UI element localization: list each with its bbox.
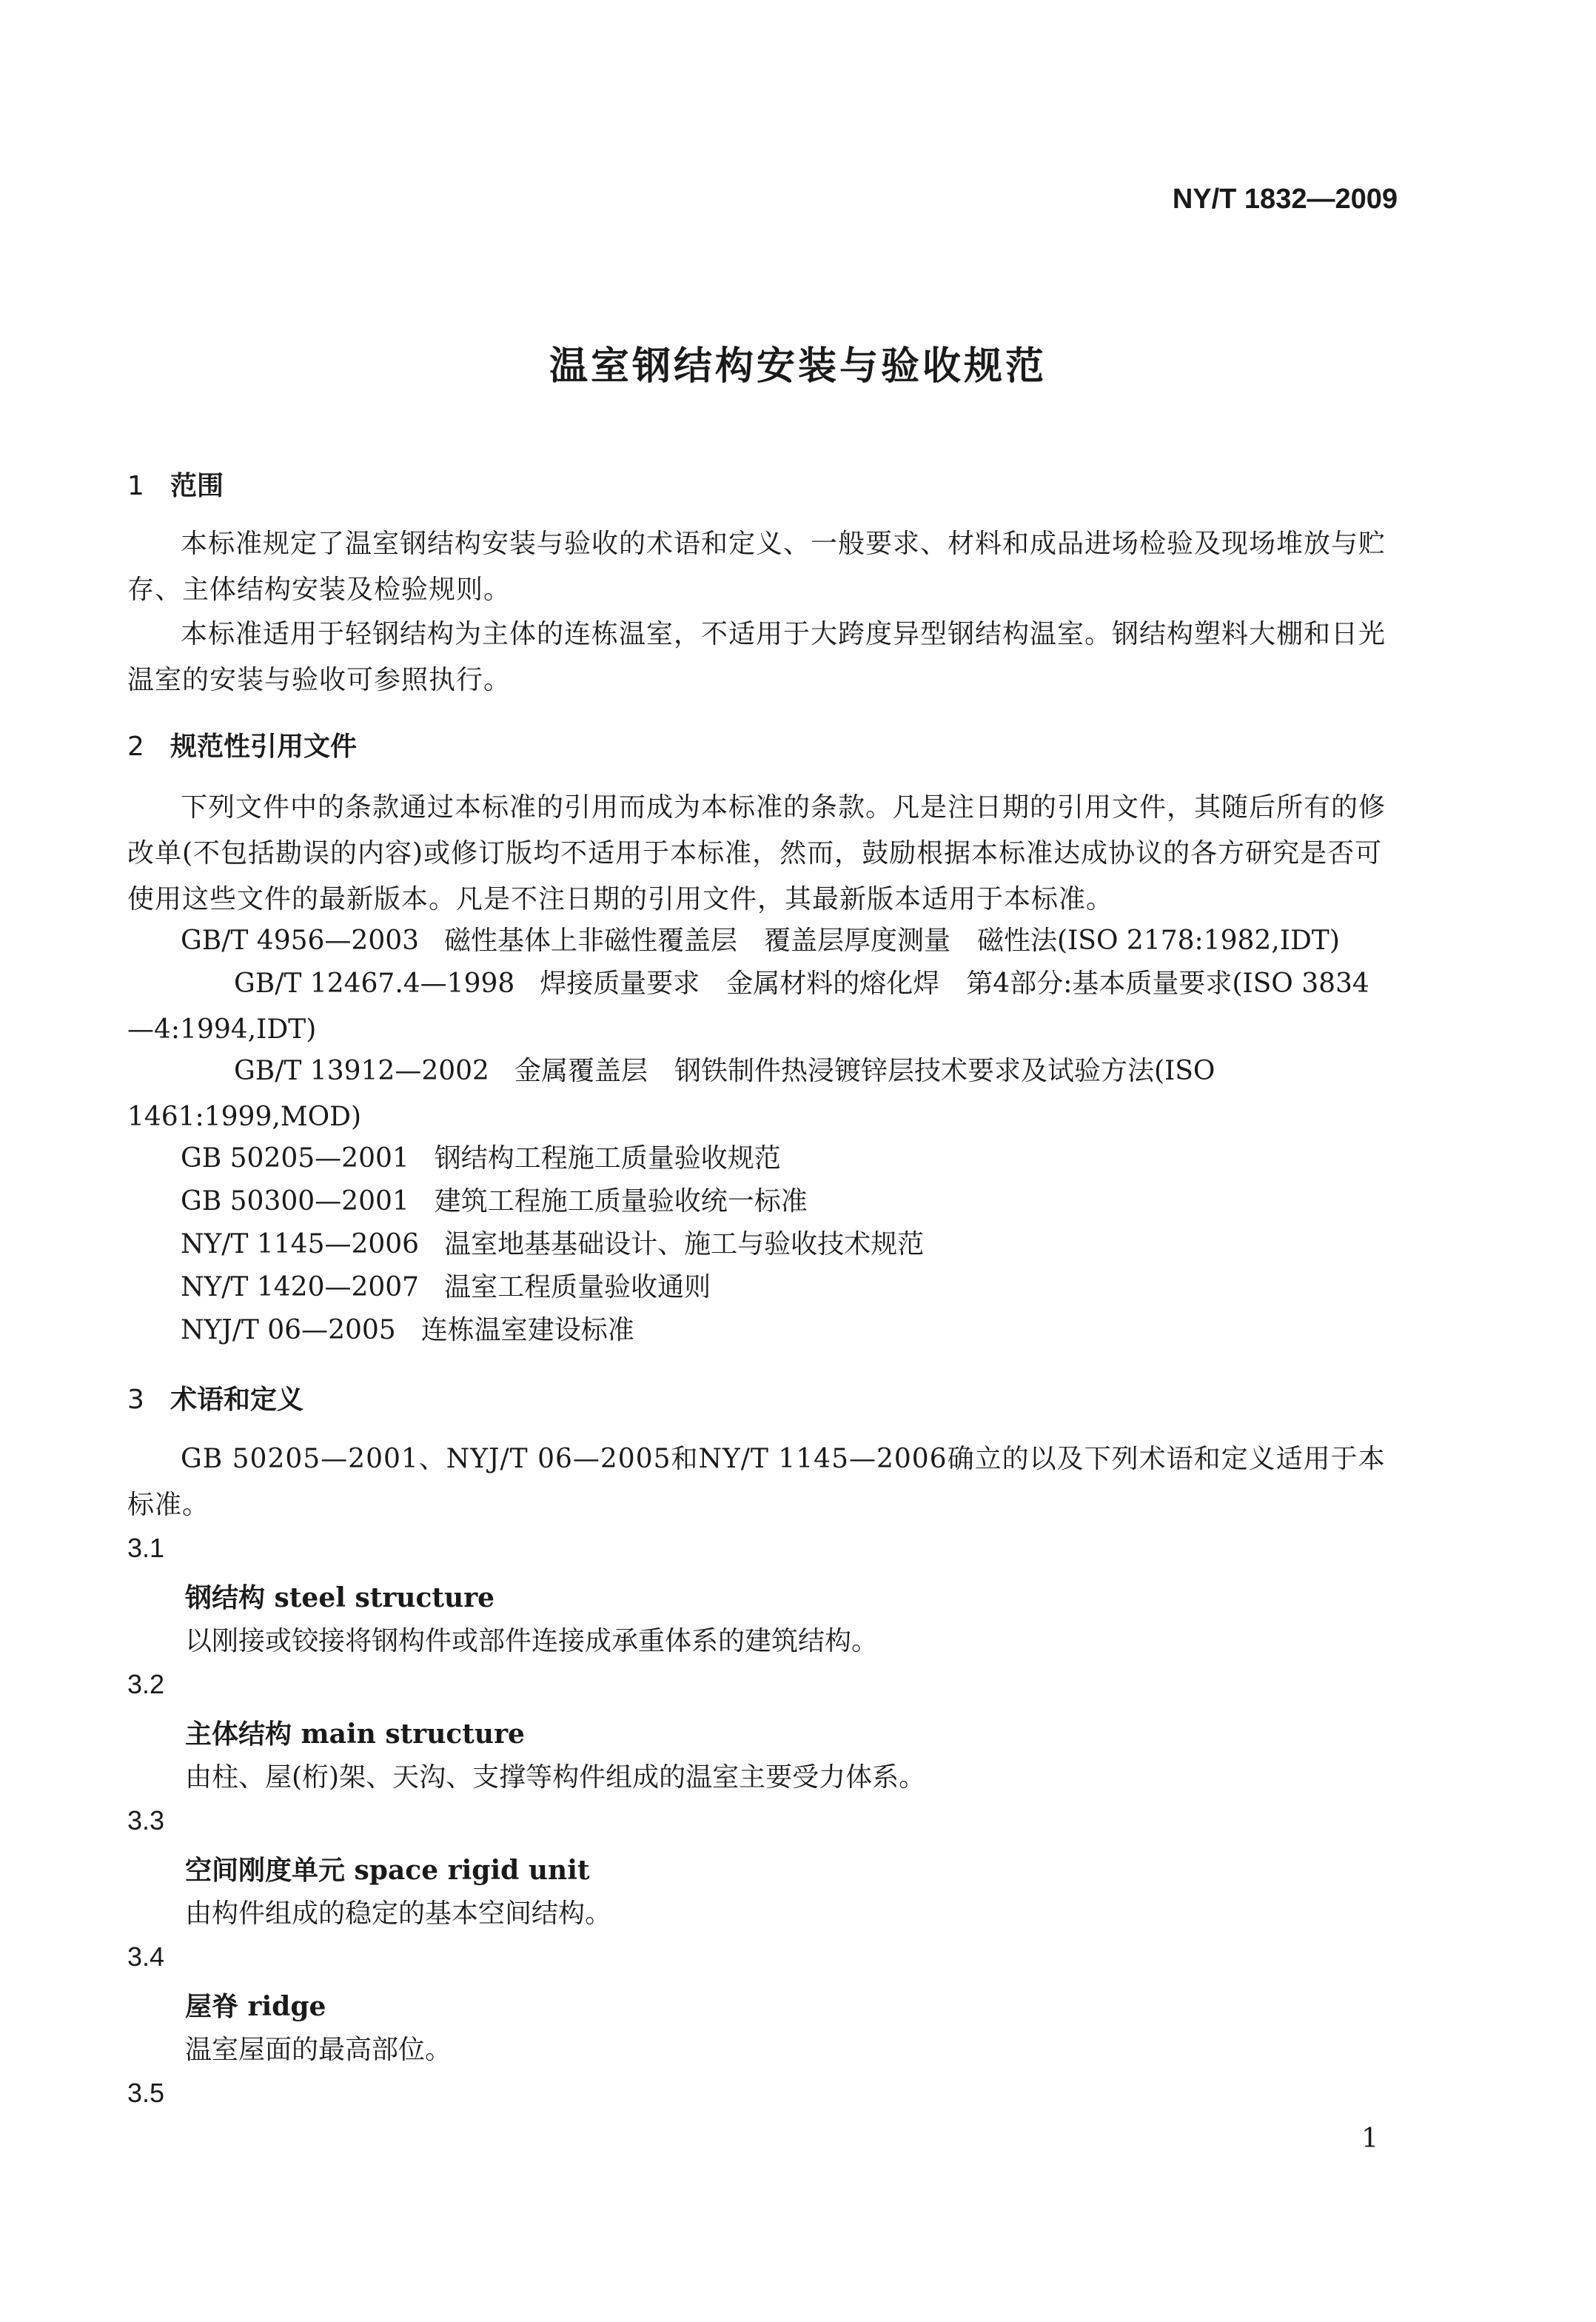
reference-code: NY/T 1145—2006 bbox=[181, 1229, 420, 1259]
reference-title: 金属覆盖层 钢铁制件热浸镀锌层技术要求及试验方法(ISO 1461:1999,MOD) bbox=[127, 1056, 1216, 1132]
reference-title: 连栋温室建设标准 bbox=[420, 1315, 634, 1345]
term-definition: 以刚接或铰接将钢构件或部件连接成承重体系的建筑结构。 bbox=[185, 1626, 879, 1656]
section-2-heading bbox=[127, 726, 357, 763]
page-number: 1 bbox=[1361, 2124, 1378, 2154]
reference-item bbox=[127, 1179, 1393, 1225]
reference-title: 磁性基体上非磁性覆盖层 覆盖层厚度测量 磁性法(ISO 2178:1982,IDT) bbox=[444, 926, 1340, 956]
section-number: 3 bbox=[127, 1385, 144, 1415]
reference-code: GB/T 13912—2002 bbox=[234, 1056, 489, 1086]
section-1-paragraph-2: 本标准适用于轻钢结构为主体的连栋温室，不适用于大跨度异型钢结构温室。钢结构塑料大棚和日光温室的安装与验收可参照执行。 bbox=[127, 619, 1387, 695]
section-number: 2 bbox=[127, 732, 144, 762]
term-definition: 由柱、屋(桁)架、天沟、支撑等构件组成的温室主要受力体系。 bbox=[185, 1762, 926, 1793]
term-name: 主体结构 main structure bbox=[185, 1719, 525, 1750]
term-definition: 温室屋面的最高部位。 bbox=[185, 2035, 452, 2065]
term-name: 屋脊 ridge bbox=[185, 1991, 326, 2022]
term-name: 钢结构 steel structure bbox=[185, 1582, 495, 1613]
section-title: 规范性引用文件 bbox=[170, 732, 358, 762]
standard-code: NY/T 1832—2009 bbox=[1172, 184, 1398, 215]
term-definition: 由构件组成的稳定的基本空间结构。 bbox=[185, 1898, 612, 1929]
reference-item bbox=[127, 1265, 1393, 1311]
section-title: 范围 bbox=[170, 471, 224, 501]
section-3-heading bbox=[127, 1379, 304, 1416]
reference-item bbox=[127, 961, 1393, 1053]
section-2-paragraph-1: 下列文件中的条款通过本标准的引用而成为本标准的条款。凡是注日期的引用文件，其随后所有的修改单(不包括勘误的内容)或修订版均不适用于本标准，然而，鼓励根据本标准达成协议的各方研究是否可使用这些文件的最新版本。凡是不注日期的引用文件，其最新版本适用于本标准。 bbox=[127, 792, 1387, 914]
term-number: 3.4 bbox=[127, 1941, 165, 1972]
document-title: 温室钢结构安装与验收规范 bbox=[549, 344, 1047, 389]
section-number: 1 bbox=[127, 471, 144, 501]
reference-item bbox=[127, 1048, 1393, 1140]
term-number: 3.3 bbox=[127, 1805, 165, 1836]
reference-code: GB/T 12467.4—1998 bbox=[234, 968, 515, 999]
reference-title: 建筑工程施工质量验收统一标准 bbox=[434, 1186, 808, 1217]
section-1-heading bbox=[127, 465, 224, 503]
reference-title: 温室地基基础设计、施工与验收技术规范 bbox=[444, 1229, 925, 1259]
term-number: 3.5 bbox=[127, 2078, 165, 2108]
reference-title: 钢结构工程施工质量验收规范 bbox=[434, 1143, 781, 1174]
reference-title: 温室工程质量验收通则 bbox=[444, 1272, 711, 1302]
reference-code: GB/T 4956—2003 bbox=[181, 926, 420, 956]
term-number: 3.2 bbox=[127, 1669, 165, 1699]
reference-code: GB 50300—2001 bbox=[181, 1186, 409, 1217]
section-title: 术语和定义 bbox=[170, 1385, 304, 1415]
reference-item bbox=[127, 918, 1393, 964]
reference-code: NY/T 1420—2007 bbox=[181, 1272, 420, 1302]
reference-code: GB 50205—2001 bbox=[181, 1143, 409, 1174]
reference-item bbox=[127, 1308, 1393, 1354]
section-3-paragraph-1: GB 50205—2001、NYJ/T 06—2005和NY/T 1145—2006确立的以及下列术语和定义适用于本标准。 bbox=[127, 1444, 1386, 1520]
reference-item bbox=[127, 1136, 1393, 1182]
reference-item bbox=[127, 1222, 1393, 1268]
term-name: 空间刚度单元 space rigid unit bbox=[185, 1855, 590, 1886]
section-1-paragraph-1: 本标准规定了温室钢结构安装与验收的术语和定义、一般要求、材料和成品进场检验及现场堆放与贮存、主体结构安装及检验规则。 bbox=[127, 529, 1387, 605]
reference-title: 焊接质量要求 金属材料的熔化焊 第4部分:基本质量要求(ISO 3834—4:1994,IDT) bbox=[127, 968, 1369, 1045]
reference-code: NYJ/T 06—2005 bbox=[181, 1315, 396, 1345]
term-number: 3.1 bbox=[127, 1533, 165, 1563]
